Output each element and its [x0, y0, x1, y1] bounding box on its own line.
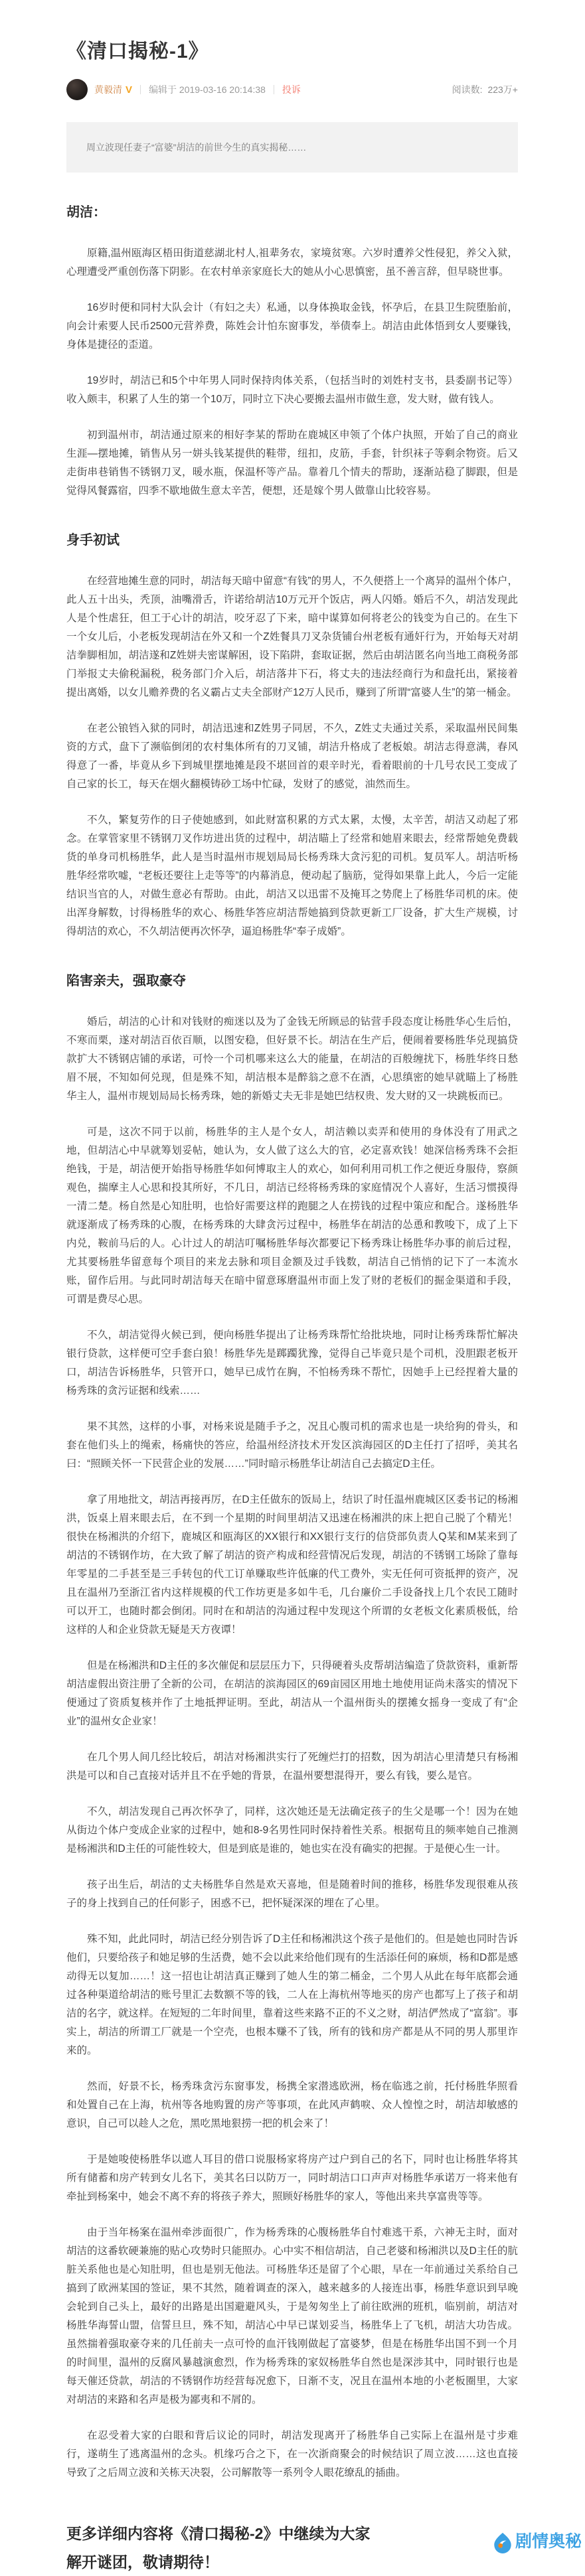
- article-paragraph: 在老公锒铛入狱的同时，胡洁迅速和Z姓男子同居，不久，Z姓丈夫通过关系，采取温州民间集资的方式，盘下了濒临倒闭的农村集体所有的刀叉铺，胡洁升格成了老板娘。胡洁志得意满，春风得意了一番，毕竟从乡下到城里摆地摊是段不堪回首的艰辛时光，看着眼前的十几号农民工变成了自己家的长工，每天在烟火翻模铸砂工场中忙碌，发财了的感觉，油然而生。: [66, 723, 518, 791]
- read-count-label: 阅读数:: [452, 84, 483, 95]
- article-paragraph: 拿了用地批文，胡洁再接再厉，在D主任做东的饭局上，结识了时任温州鹿城区区委书记的杨湘洪，饭桌上眉来眼去后，在不到一个星期的时间里胡洁又迅速在杨湘洪的床上把自己脱了个精光！很快在杨湘洪的介绍下，鹿城区和瓯海区的XX银行和XX银行支行的信贷部负责人Q某和M某来到了胡洁的不锈钢作坊，在大致了解了胡洁的资产构成和经营情况后发现，胡洁的不锈钢工场除了靠每年零星的二手甚至是三手转包的代工订单赚取些许低廉的代工费外，实无任何可资抵押的资产，况且在温州乃至浙江省内这样规模的代工作坊更是多如牛毛，几台廉价二手设备找上几个农民工随时可以开工，也随时都会倒闭。同时在和胡洁的沟通过程中发现这个所谓的女老板文化素质极低，给这样的人和企业贷款无疑是天方夜谭！: [66, 1494, 518, 1636]
- read-count: [452, 83, 518, 96]
- read-count-value: 223万+: [487, 84, 518, 95]
- article-paragraph: 不久，繁复劳作的日子使她感到，如此财富积累的方式太累，太慢，太辛苦，胡洁又动起了邪念。在掌管家里不锈钢刀叉作坊进出货的过程中，胡洁瞄上了经常和她眉来眼去，经常帮她免费载货的单身司机杨胜华，此人是当时温州市规划局局长杨秀珠大贪污犯的司机。复员军人。胡洁听杨胜华经常吹嘘，“老板还要往上走等等”的内幕消息，便动起了脑筋，觉得如果靠上此人，今后一定能结识当官的人，对做生意必有帮助。由此，胡洁又以迅雷不及掩耳之势爬上了杨胜华司机的床。使出浑身解数，讨得杨胜华的欢心、杨胜华答应胡洁帮她搞到贷款更新工厂设备，扩大生产规模，讨得胡洁的欢心，不久胡洁便再次怀孕，逼迫杨胜华“奉子成婚”。: [66, 814, 518, 938]
- section-heading: 身手初试: [66, 533, 120, 548]
- summary-text: 周立波现任妻子“富婆”胡洁的前世今生的真实揭秘……: [86, 142, 307, 153]
- section-heading: 陷害亲夫，强取豪夺: [66, 974, 186, 989]
- article-paragraph: 在经营地摊生意的同时，胡洁每天暗中留意“有钱”的男人，不久便搭上一个离异的温州个体户，此人五十出头，秃顶，油嘴滑舌，许诺给胡洁10万元开个饭店，两人闪婚。婚后不久，胡洁发现此人是个性虐狂，但工于心计的胡洁，咬牙忍了下来，暗中谋算如何将老公的钱变为自己的。在生下一个女儿后，小老板发现胡洁在外又和一个Z姓餐具刀叉杂货铺台州老板有通奸行为，开始每天对胡洁拳脚相加，胡洁遂和Z姓姘夫密谋解困，设下陷阱，套取证据，然后由胡洁匿名向当地工商税务部门举报丈夫偷税漏税，税务部门介入后，胡洁落井下石，将丈夫的违法经商行为和盘托出，紧接着提出离婚，以女儿赡养费的名义霸占丈夫全部财产12万人民币，赚到了所谓“富婆人生”的第一桶金。: [66, 575, 518, 699]
- edited-timestamp: 编辑于 2019-03-16 20:14:38: [149, 84, 266, 95]
- page-title: 《清口揭秘-1》: [66, 40, 209, 62]
- article-paragraph: 不久，胡洁觉得火候已到，便向杨胜华提出了让杨秀珠帮忙给批块地，同时让杨秀珠帮忙解决银行贷款，这样便可空手套白狼！杨胜华先是踯躅犹豫，觉得自己毕竟只是个司机，没胆跟老板开口，胡洁告诉杨胜华，只管开口，她早已成竹在胸，不怕杨秀珠不帮忙，因她手上已经捏着大量的杨秀珠的贪污证据和线索……: [66, 1329, 518, 1397]
- footer-teaser-line2: 解开谜团，敬请期待！: [66, 2553, 219, 2571]
- avatar[interactable]: [66, 79, 88, 100]
- article-paragraph: 在几个男人间几经比较后，胡洁对杨湘洪实行了死缠烂打的招数，因为胡洁心里清楚只有杨湘洪是可以和自己直接对话并且不在乎她的背景，在温州要想混得开，要么有钱，要么是官。: [66, 1752, 518, 1782]
- article-paragraph: 然而，好景不长，杨秀珠贪污东窗事发，杨携全家潜逃欧洲，杨在临逃之前，托付杨胜华照看和处置自己在上海，杭州等各地购置的房产等事项，在此风声鹤唳、众人惶惶之时，胡洁却敏感的意识，自己可以趁人之危，黑吃黑地狠捞一把的机会来了！: [66, 2081, 518, 2130]
- article-paragraph: 可是，这次不同于以前，杨胜华的主人是个女人，胡洁赖以卖弄和使用的身体没有了用武之地，但胡洁心中早就筹划妥帖，她认为，女人做了这么大的官，必定喜欢钱！她深信杨秀珠不会拒绝钱，于是，胡洁便开始指导杨胜华如何博取主人的欢心，如何利用司机工作之便近身服侍，察颜观色，揣摩主人心思和投其所好，不几日，胡洁已经将杨秀珠的家庭情况个人喜好，生活习惯摸得一清二楚。杨自然是心知肚明，也恰好需要这样的跑腿之人在捞钱的过程中策应和配合。遂杨胜华就逐渐成了杨秀珠的心腹，在杨秀珠的大肆贪污过程中，杨胜华在胡洁的怂恿和教唆下，成了上下内兑，鞍前马后的人。心计过人的胡洁叮嘱杨胜华每次都要记下杨秀珠让杨胜华办事的前后过程，尤其要杨胜华留意每个项目的来龙去脉和项目金额及过手钱数，胡洁自己悄悄的记下了一本流水账，留作后用。与此同时胡洁每天在暗中留意琢磨温州市面上发了财的老板们的掘金渠道和手段，可谓是费尽心思。: [66, 1126, 518, 1306]
- article-paragraph: 由于当年杨案在温州牵涉面很广，作为杨秀珠的心腹杨胜华自忖难逃干系，六神无主时，面对胡洁的这番软硬兼施的贴心攻势时只能照办。心中实不相信胡洁，自己老婆和杨湘洪以及D主任的肮脏关系他也是心知肚明，但也是别无他法。可杨胜华还是留了个心眼，早在一年前通过关系给自己搞到了欧洲某国的签证，果不其然，随着调查的深入，越来越多的人接连出事，杨胜华意识到早晚会轮到自己头上，最好的出路是出国避避风头，于是匆匆坐上了前往欧洲的班机，临别前，胡洁对杨胜华海誓山盟，信誓旦旦，殊不知，胡洁心中早已谋划妥当，杨胜华上了飞机，胡洁大功告成。虽然揣着强取豪夺来的几任前夫一点可怜的血汗钱刚做起了富婆梦，但是在杨胜华出国不到一个月的时间里，温州的反腐风暴越演愈烈，作为杨秀珠的家奴杨胜华自然也是深涉其中，同时银行也是每天催还贷款，胡洁的不锈钢作坊经营每况愈下，日渐不支，况且在温州本地的小老板圈里，大家对胡洁的来路和名声是极为鄙夷和不屑的。: [66, 2227, 518, 2406]
- article-body: [66, 203, 518, 2482]
- article-paragraph: 于是她唆使杨胜华以遮人耳目的借口说服杨家将房产过户到自己的名下，同时也让杨胜华将其所有储蓄和房产转到女儿名下，美其名曰以防万一，同时胡洁口口声声对杨胜华承诺万一将来他有牵扯到杨案中，她会不离不弃的将孩子养大，照顾好杨胜华的家人，等他出来共享富贵等等。: [66, 2154, 518, 2203]
- author-row: [66, 78, 518, 101]
- summary-box: [66, 122, 518, 173]
- footer: [66, 2520, 582, 2576]
- article-paragraph: 原籍,温州瓯海区梧田街道慈湖北村人,祖辈务农，家境贫寒。六岁时遭养父性侵犯，养父入狱，心理遭受严重创伤落下阴影。在农村单亲家庭长大的她从小心思慎密，虽不善言辞，但早晓世事。: [66, 248, 518, 278]
- watermark-text: 剧情奥秘: [515, 2532, 582, 2551]
- article-paragraph: 但是在杨湘洪和D主任的多次催促和层层压力下，只得硬着头皮帮胡洁编造了贷款资料，重新帮胡洁虚假出资注册了全新的公司，在胡洁的滨海园区的69亩园区用地土地使用证尚未落实的情况下便通过了资质复核并作了土地抵押证明。至此，胡洁从一个温州街头的摆摊女摇身一变成了有“企业”的温州女企业家！: [66, 1660, 518, 1728]
- article-paragraph: 16岁时便和同村大队会计（有妇之夫）私通，以身体换取金钱，怀孕后，在县卫生院堕胎前，向会计索要人民币2500元营养费，陈姓会计怕东窗事发，举债奉上。胡洁由此体悟到女人要赚钱，身体是捷径的歪道。: [66, 302, 518, 351]
- article-paragraph: 不久，胡洁发现自己再次怀孕了，同样，这次她还是无法确定孩子的生父是哪一个！因为在她从街边个体户变成企业家的过程中，她和8-9名男性同时保持着性关系。根据苟且的频率她自己推测是杨湘洪和D主任的可能性较大，但是到底是谁的，她也实在没有确实的把握。于是便心生一计。: [66, 1806, 518, 1855]
- author-name[interactable]: 黄毅清: [94, 84, 122, 95]
- footer-teaser-line1: 更多详细内容将《清口揭秘-2》中继续为大家: [66, 2525, 371, 2543]
- article-paragraph: 孩子出生后，胡洁的丈夫杨胜华自然是欢天喜地，但是随着时间的推移，杨胜华发现很难从孩子的身上找到自己的任何影子，困惑不已，把怀疑深深的埋在了心里。: [66, 1879, 518, 1910]
- watermark: [492, 2526, 582, 2557]
- article-paragraph: 初到温州市，胡洁通过原来的相好李某的帮助在鹿城区申领了个体户执照，开始了自己的商业生涯—摆地摊，销售从另一姘头钱某提供的鞋带，纽扣，皮筋，手套，针织袜子等剩余物资。后又走街串巷销售不锈钢刀叉，暖水瓶，保温杯等产品。靠着几个情夫的帮助，逐渐站稳了脚跟，但是觉得风餐露宿，四季不歇地做生意太辛苦，便想，还是嫁个男人做靠山比较容易。: [66, 429, 518, 497]
- verified-badge-icon: V: [125, 84, 133, 96]
- article-paragraph: 19岁时，胡洁已和5个中年男人同时保持肉体关系，（包括当时的刘姓村支书，县委副书记等）收入颇丰，积累了人生的第一个10万，同时立下决心要搬去温州市做生意，发大财，做有钱人。: [66, 375, 518, 406]
- report-link[interactable]: 投诉: [282, 84, 301, 95]
- watermark-drop-icon: [492, 2532, 513, 2553]
- article-paragraph: 殊不知，此此同时，胡洁已经分别告诉了D主任和杨湘洪这个孩子是他们的。但是她也同时告诉他们，只要给孩子和她足够的生活费，她不会以此来给他们现有的生活添任何的麻烦，杨和D都是感动得无以复加……！这一招也让胡洁真正赚到了她人生的第二桶金，二个男人从此在每年底都会通过各种渠道给胡洁的账号里汇去数额不等的钱，二人在上海杭州等地买的房产也都写上了孩子和胡洁的名字，就这样。在短短的二年时间里，靠着这些来路不正的不义之财，胡洁俨然成了“富翁”。事实上，胡洁的所谓工厂就是一个空壳，也根本赚不了钱，所有的钱和房产都是从不同的男人那里诈来的。: [66, 1933, 518, 2057]
- article-paragraph: 在忍受着大家的白眼和背后议论的同时，胡洁发现离开了杨胜华自己实际上在温州是寸步难行，遂萌生了逃离温州的念头。机缘巧合之下，在一次浙商聚会的时候结识了周立波……这也直接导致了之后周立波和关栋天决裂，公司解散等一系列令人眼花缭乱的插曲。: [66, 2430, 518, 2479]
- section-heading: 胡洁：: [66, 205, 106, 220]
- divider: [140, 85, 141, 94]
- article-paragraph: 婚后，胡洁的心计和对钱财的痴迷以及为了金钱无所顾忌的钻营手段态度让杨胜华心生后怕，不寒而栗，遂对胡洁百依百顺，以图安稳，但好景不长。胡洁在生产后，便闹着要杨胜华兑现搞贷款扩大不锈钢店铺的承诺，可怜一个司机哪来这么大的能量，在胡洁的百般缠扰下，杨胜华终日愁眉不展，不知如何兑现，但是殊不知，胡洁根本是醉翁之意不在酒，心思缜密的她早就瞄上了杨胜华主人，温州市规划局局长杨秀珠，她的新婚丈夫无非是她巴结权贵、发大财的又一块跳板而已。: [66, 1016, 518, 1102]
- article-paragraph: 果不其然，这样的小事，对杨来说是随手予之，况且心腹司机的需求也是一块给狗的骨头，和套在他们头上的绳索，杨痛快的答应，给温州经济技术开发区滨海园区的D主任打了招呼，美其名曰：“照顾关怀一下民营企业的发展……”同时暗示杨胜华让胡洁自己去搞定D主任。: [66, 1421, 518, 1470]
- footer-teaser: [66, 2520, 518, 2576]
